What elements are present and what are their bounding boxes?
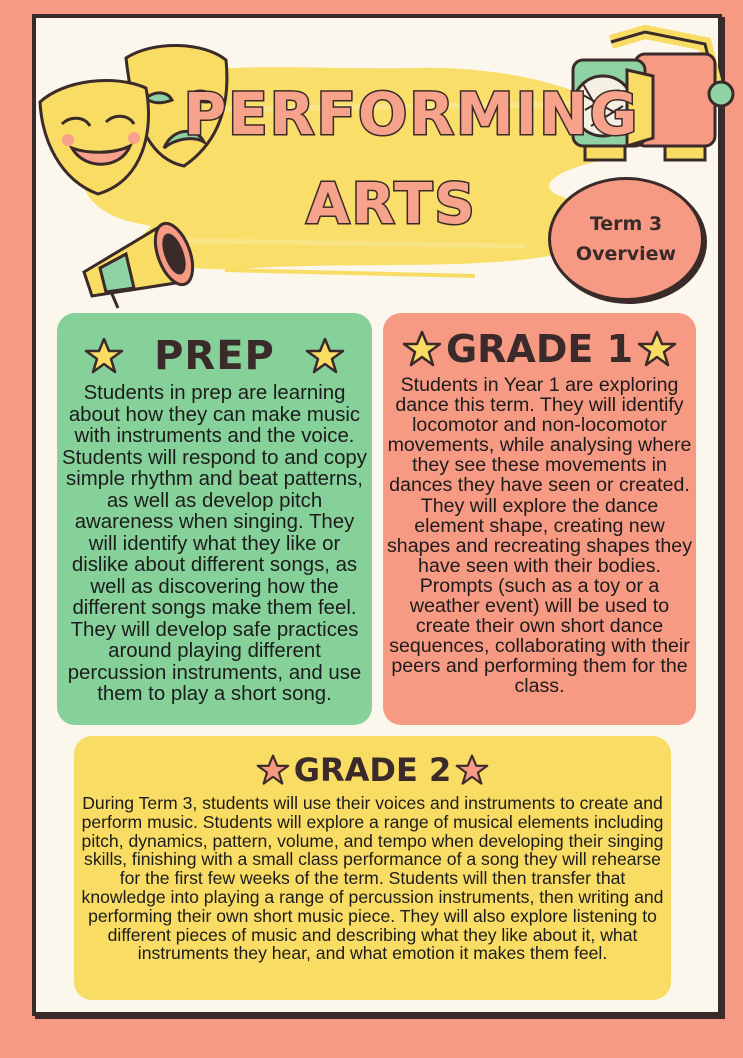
poster-title-line1: PERFORMING [183, 80, 640, 148]
poster-title-line2: ARTS [306, 172, 477, 237]
star-icon [84, 336, 124, 376]
term-badge [548, 177, 704, 301]
grade2-heading: GRADE 2 [293, 751, 452, 789]
prep-body: Students in prep are learning about how they can make music with instruments and the voice. Students will respond to and copy simple rhythm and beat patterns, as well as develop pitch awareness when singing. They will identify what they like or dislike about different songs, as well as discovering how the different songs make them feel. They will develop safe practices around playing different percussion instruments, and use them to play a short song. [62, 382, 367, 705]
prep-heading-row [57, 327, 372, 385]
grade1-heading-row [383, 323, 696, 375]
star-icon [637, 329, 677, 369]
grade1-section [383, 313, 696, 725]
grade1-body: Students in Year 1 are exploring dance this term. They will identify locomotor and non-locomotor movements, while analysing where they see these movements in dances they have seen or created. They will explore the dance element shape, creating new shapes and recreating shapes they have seen with their bodies. Prompts (such as a toy or a weather event) will be used to create their own short dance sequences, collaborating with their peers and performing them for the class. [387, 374, 692, 698]
prep-heading: PREP [154, 333, 275, 379]
term-badge-line1: Term 3 [589, 213, 663, 235]
star-icon [305, 336, 345, 376]
prep-section [57, 313, 372, 725]
term-badge-line2: Overview [575, 243, 677, 265]
grade2-section [74, 736, 671, 1000]
star-icon [455, 753, 489, 787]
star-icon [402, 329, 442, 369]
grade2-body: During Term 3, students will use their voices and instruments to create and perform music. Students will explore a range of musical elements including pitch, dynamics, pattern, volume, and tempo when developing their singing skills, finishing with a small class performance of a song they will rehearse for the first few weeks of the term. Students will then transfer that knowledge into playing a range of percussion instruments, then writing and performing their own short music piece. They will also explore listening to different pieces of music and describing what they like about it, what instruments they hear, and what emotion it makes them feel. [81, 793, 664, 964]
star-icon [256, 753, 290, 787]
grade2-heading-row [74, 746, 671, 794]
grade1-heading: GRADE 1 [445, 327, 634, 371]
